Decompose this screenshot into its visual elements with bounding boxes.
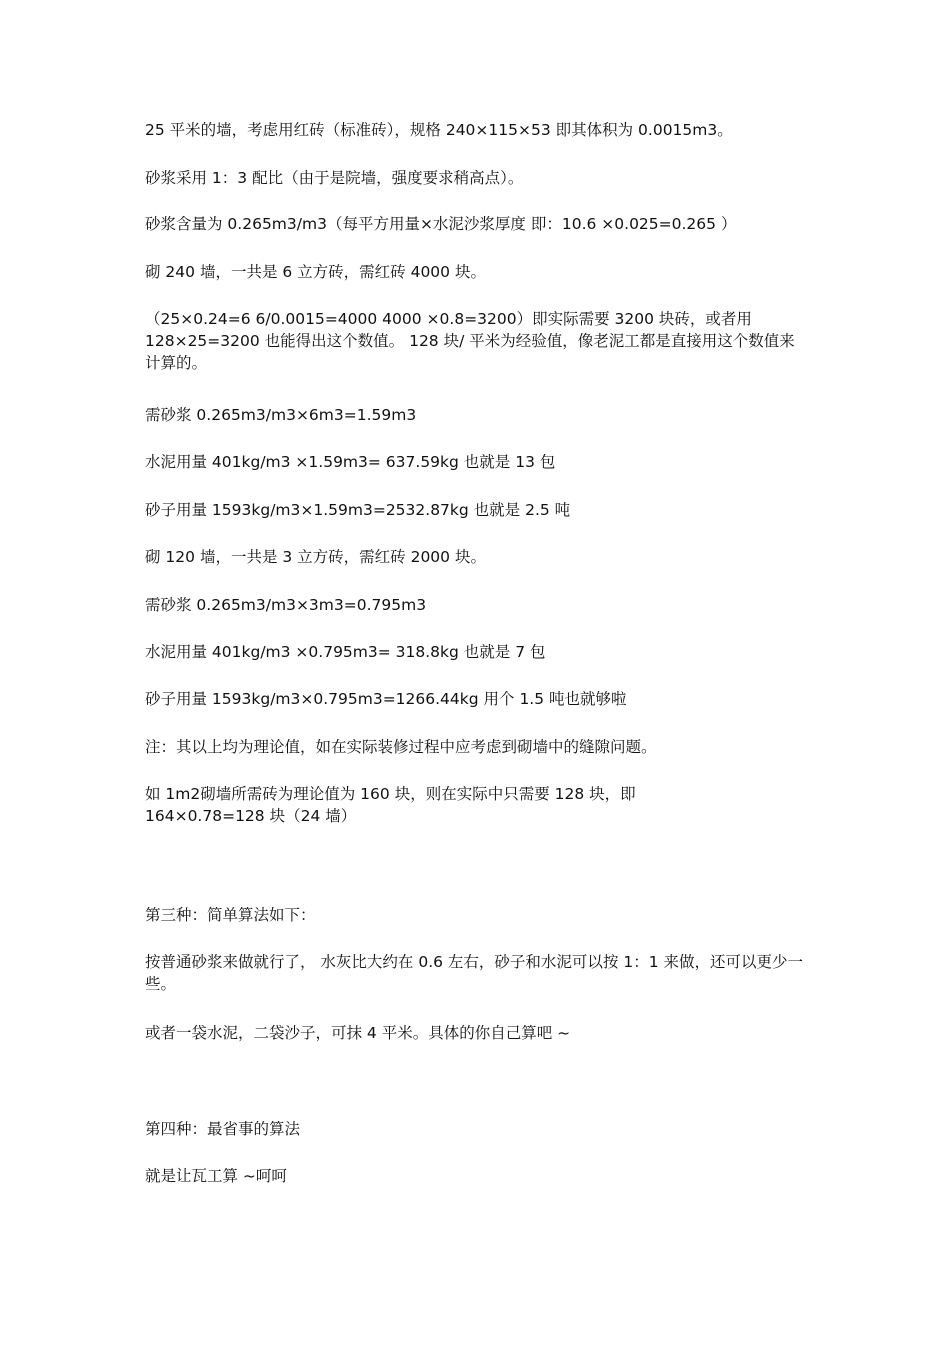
paragraph-note: 注：其以上均为理论值，如在实际装修过程中应考虑到砌墙中的缝隙问题。 (145, 738, 657, 756)
paragraph-mortar-need-120: 需砂浆 0.265m3/m3×3m3=0.795m3 (145, 596, 427, 614)
paragraph-wall-spec: 25 平米的墙，考虑用红砖（标准砖），规格 240×115×53 即其体积为 0.0015m3。 (145, 121, 733, 139)
heading-method-four: 第四种：最省事的算法 (145, 1120, 301, 1138)
paragraph-brick-calculation: （25×0.24=6 6/0.0015=4000 4000 ×0.8=3200）即实际需要 3200 块砖，或者用 128×25=3200 也能得出这个数值。 128 块/ 平米为经验值，像老泥工都是直接用这个数值来计算的。 (145, 310, 795, 372)
paragraph-120-wall: 砌 120 墙，一共是 3 立方砖，需红砖 2000 块。 (145, 548, 486, 566)
paragraph-method-four-body: 就是让瓦工算 ~呵呵 (145, 1167, 287, 1185)
heading-method-three: 第三种：简单算法如下： (145, 906, 316, 924)
paragraph-240-wall: 砌 240 墙，一共是 6 立方砖，需红砖 4000 块。 (145, 263, 486, 281)
paragraph-per-sqm-example: 如 1m2砌墙所需砖为理论值为 160 块，则在实际中只需要 128 块，即 164×0.78=128 块（24 墙） (145, 785, 636, 825)
paragraph-sand-120: 砂子用量 1593kg/m3×0.795m3=1266.44kg 用个 1.5 吨也就够啦 (145, 690, 627, 708)
paragraph-mortar-content: 砂浆含量为 0.265m3/m3（每平方用量×水泥沙浆厚度 即：10.6 ×0.025=0.265 ） (145, 215, 737, 233)
paragraph-sand-240: 砂子用量 1593kg/m3×1.59m3=2532.87kg 也就是 2.5 吨 (145, 501, 571, 519)
paragraph-cement-120: 水泥用量 401kg/m3 ×0.795m3= 318.8kg 也就是 7 包 (145, 643, 546, 661)
paragraph-mortar-need-240: 需砂浆 0.265m3/m3×6m3=1.59m3 (145, 406, 417, 424)
paragraph-cement-240: 水泥用量 401kg/m3 ×1.59m3= 637.59kg 也就是 13 包 (145, 453, 556, 471)
paragraph-mortar-ratio: 砂浆采用 1：3 配比（由于是院墙，强度要求稍高点）。 (145, 169, 524, 187)
paragraph-method-three-alt: 或者一袋水泥，二袋沙子，可抹 4 平米。具体的你自己算吧 ~ (145, 1024, 571, 1042)
paragraph-method-three-body: 按普通砂浆来做就行了， 水灰比大约在 0.6 左右，砂子和水泥可以按 1：1 来做，还可以更少一些。 (145, 953, 804, 993)
